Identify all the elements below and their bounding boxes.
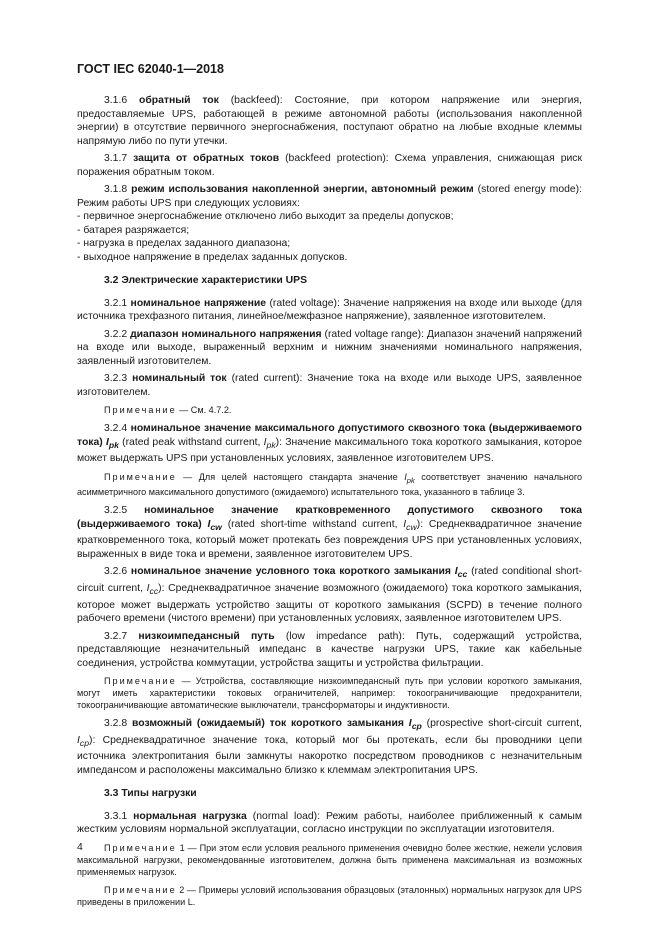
list-item: - первичное энергоснабжение отключено либо выходит за пределы допусков; xyxy=(77,211,454,222)
list-item: - выходное напряжение в пределах заданных допусков. xyxy=(77,251,348,263)
definition-3-1-6: 3.1.6 обратный ток (backfeed): Состояние, при котором напряжение или энергия, предоставляемые UPS, работающей в режиме автономной работы (использования накопленной энергии) в отсутствие первичного энергоснабжения, поступают обратно на любые входные клеммы напрямую либо по пути утечки. xyxy=(77,95,582,147)
definition-3-2-6: 3.2.6 номинальное значение условного тока короткого замыкания $I_{cc}$ (rated conditional short-circuit current, $I_{cc}$): Среднеквадратичное значение возможного (ожидаемого) тока короткого замыкания, которое может выдержать устройство защиты от короткого замыкания (SCPD) в течение полного рабочего времени (чистого времени) при установленных условиях, заявленное изготовителем UPS. xyxy=(77,566,583,625)
definition-3-3-1: 3.3.1 нормальная нагрузка (normal load): Режим работы, наиболее приближенный к самым жестким условиям нормальной эксплуатации, согласно инструкции по эксплуатации изготовителя. xyxy=(77,810,582,836)
note-3-2-3: Примечание — См. 4.7.2. xyxy=(104,405,232,415)
stored-energy-conditions-list xyxy=(77,210,582,264)
list-item: - батарея разряжается; xyxy=(77,224,190,236)
list-item: - нагрузка в пределах заданного диапазона; xyxy=(77,238,291,249)
definition-3-1-8: 3.1.8 режим использования накопленной энергии, автономный режим (stored energy mode): Режим работы UPS при следующих условиях: xyxy=(77,184,583,209)
definition-3-2-5: 3.2.5 номинальное значение кратковременного допустимого сквозного тока (выдерживаемого тока) $I_{cw}$ (rated short-time withstand current, $I_{cw}$): Среднеквадратичное значение кратковременного тока, который может протекать без повреждения UPS при установленных условиях, выраженных в виде тока и времени, заявленное изготовителем UPS. xyxy=(77,505,583,560)
definition-3-2-2: 3.2.2 диапазон номинального напряжения (rated voltage range): Диапазон значений напряжений на входе или выходе, выраженный верхним и нижним значениями номинального напряжения, заявленный изготовителем. xyxy=(77,328,582,367)
definition-3-2-3: 3.2.3 номинальный ток (rated current): Значение тока на входе или выходе UPS, заявленное изготовителем. xyxy=(77,373,583,398)
definition-3-2-1: 3.2.1 номинальное напряжение (rated voltage): Значение напряжения на входе или выходе (для источника трехфазного питания, линейное/межфазное напряжение), заявленное изготовителем. xyxy=(77,297,582,322)
note-3-2-4: Примечание — Для целей настоящего стандарта значение $I_{pk}$ соответствует значению начального асимметричного максимального допустимого (ожидаемого) испытательного тока, указанного в таблице 3. xyxy=(77,471,582,498)
note-3-2-7: Примечание — Устройства, составляющие низкоимпедансный путь при условии короткого замыкания, могут иметь характеристики токовых ограничителей, например: токоограничивающие предохранители, токоограничивающие автоматические выключатели, трансформаторы и индуктивности. xyxy=(77,676,582,711)
section-heading-3-3: 3.3 Типы нагрузки xyxy=(104,788,197,800)
document-header: ГОСТ IEC 62040-1—2018 xyxy=(77,62,224,76)
definition-3-2-7: 3.2.7 низкоимпедансный путь (low impedance path): Путь, содержащий устройства, представляющие незначительный импеданс в качестве нагрузки UPS, такие как кабельные соединения, устройства коммутации, устройства защиты и устройства фильтрации. xyxy=(77,630,582,669)
document-body xyxy=(77,94,582,914)
definition-3-2-4: 3.2.4 номинальное значение максимального допустимого сквозного тока (выдерживаемого тока) $I_{pk}$ (rated peak withstand current, $I_{pk}$): Значение максимального тока короткого замыкания, которое может выдержать UPS при установленных условиях, заявленное изготовителем UPS. xyxy=(77,423,583,465)
section-heading-3-2: 3.2 Электрические характеристики UPS xyxy=(104,275,308,286)
definition-3-1-7: 3.1.7 защита от обратных токов (backfeed protection): Схема управления, снижающая риск поражения обратным током. xyxy=(77,153,583,178)
page-number: 4 xyxy=(77,842,83,853)
note-3-3-1-2: Примечание 2 — Примеры условий использования образцовых (эталонных) нормальных нагрузок для UPS приведены в приложении L. xyxy=(77,884,582,907)
note-3-3-1-1: Примечание 1 — При этом если условия реального применения очевидно более жесткие, нежели условия максимальной нагрузки, рекомендованные изготовителем, должна быть применена максимальная из возможных применяемых нагрузок. xyxy=(77,842,582,877)
definition-3-2-8: 3.2.8 возможный (ожидаемый) ток короткого замыкания $I_{cp}$ (prospective short-circuit current, $I_{cp}$): Среднеквадратичное значение тока, который мог бы протекать, если бы проводники цепи источника электропитания были замкнуты накоротко посредством проводников с незначительным импедансом и расположены максимально близко к клеммам электропитания UPS. xyxy=(77,718,582,776)
